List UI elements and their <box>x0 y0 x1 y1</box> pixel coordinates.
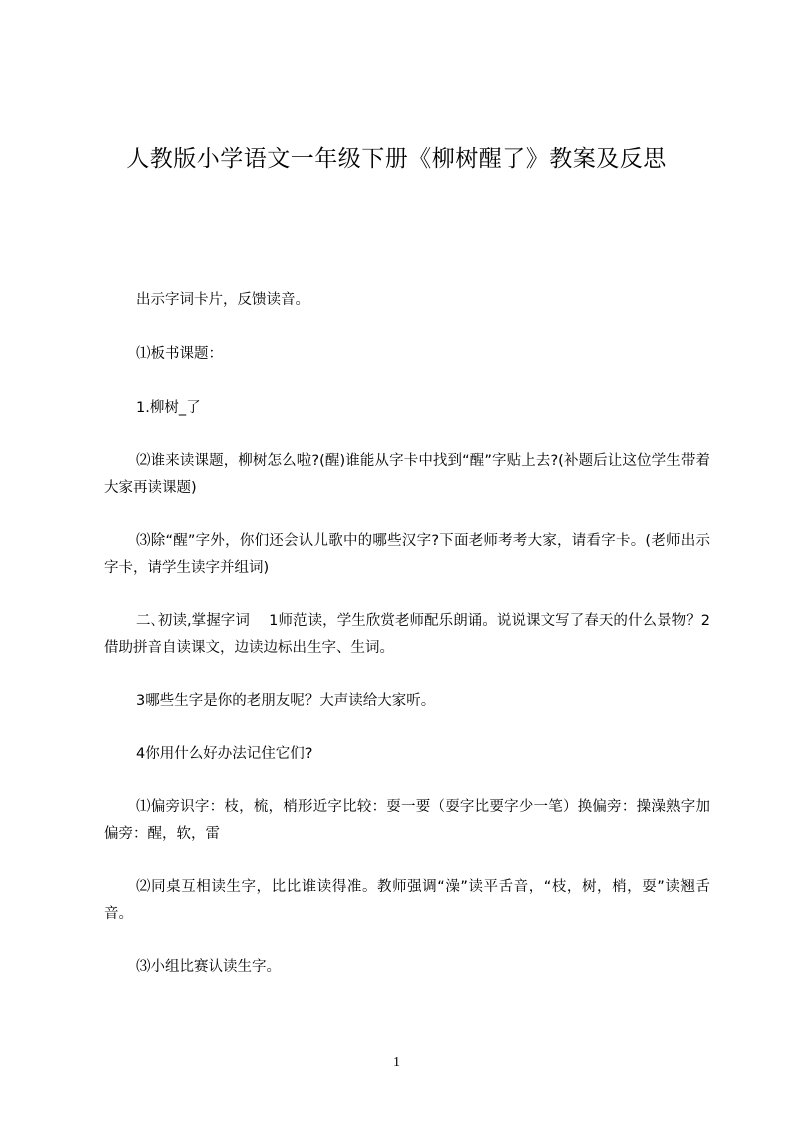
paragraph: ⑶小组比赛认读生字。 <box>136 959 281 975</box>
paragraph: 二､初读,掌握字词 1师范读，学生欣赏老师配乐朗诵。说说课文写了春天的什么景物？2借助拼音自读课文，边读边标出生字、生词。 <box>104 613 710 656</box>
document-title: 人教版小学语文一年级下册《柳树醒了》教案及反思 <box>126 146 667 172</box>
paragraph: 出示字词卡片，反馈读音。 <box>136 292 310 308</box>
paragraph: ⑴偏旁识字：枝，梳，梢形近字比较：耍一要（耍字比要字少一笔）换偏旁：操澡熟字加偏旁：醒，软，雷 <box>104 799 710 842</box>
paragraph: 1.柳树_了 <box>136 400 201 416</box>
paragraph: ⑵同桌互相读生字，比比谁读得准。教师强调“澡”读平舌音，“枝，树，梢，耍”读翘舌音。 <box>104 879 710 922</box>
paragraph: ⑶除“醒”字外，你们还会认儿歌中的哪些汉字?下面老师考考大家，请看字卡。(老师出示字卡，请学生读字并组词) <box>104 533 710 576</box>
paragraph: ⑴板书课题： <box>136 346 223 362</box>
page-number: 1 <box>393 1055 400 1070</box>
paragraph: ⑵谁来读课题，柳树怎么啦?(醒)谁能从字卡中找到“醒”字贴上去?(补题后让这位学生带着大家再读课题) <box>104 453 710 496</box>
paragraph: 4你用什么好办法记住它们? <box>136 746 313 762</box>
paragraph: 3哪些生字是你的老朋友呢？大声读给大家听。 <box>136 693 436 709</box>
